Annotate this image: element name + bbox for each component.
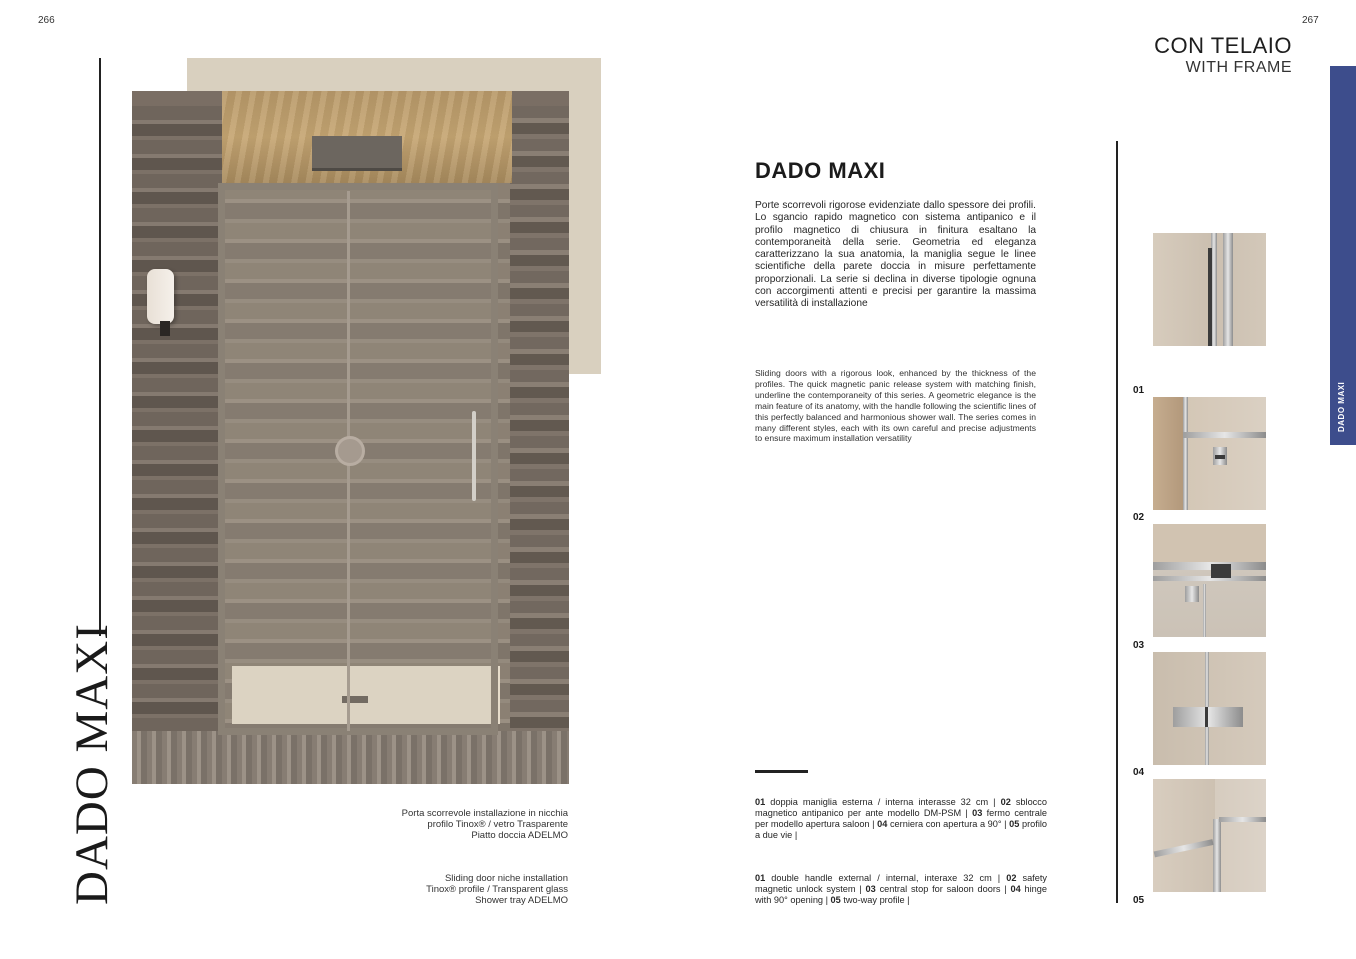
shower-photo <box>132 91 569 784</box>
thumbnail-number: 03 <box>1133 640 1145 651</box>
detail-text: safety magnetic unlock system | <box>755 873 1047 894</box>
details-rule <box>755 770 808 773</box>
thumbnail-number: 01 <box>1133 385 1145 396</box>
thumb-profile-top <box>1219 817 1266 822</box>
description-en: Sliding doors with a rigorous look, enhanced by the thickness of the profiles. The quick magnetic panic release system with matching finish, underline the contemporaneity of this series. A geometric elegance is the main feature of its anatomy, with the handle following the scientific lines of this perfectly balanced and harmonious shower wall. The series comes in many different styles, each with its own careful and precise adjustments to ensure maximum installation versatility <box>755 368 1036 444</box>
caption-en-line: Shower tray ADELMO <box>475 895 568 906</box>
thumb-hinge <box>1173 707 1243 727</box>
vertical-product-title: DADO MAXI <box>66 623 118 905</box>
stone-floor <box>132 731 569 784</box>
thumb-glass-edge <box>1203 584 1206 637</box>
stone-wall-right <box>510 106 569 746</box>
detail-text: doppia maniglia esterna / interna interasse 32 cm | <box>765 797 1001 807</box>
thumb-frame <box>1223 233 1233 346</box>
thumbnail-number: 05 <box>1133 895 1145 906</box>
photo-caption-en <box>426 873 568 906</box>
caption-en-line: Tinox® profile / Transparent glass <box>426 884 568 895</box>
detail-number: 04 <box>877 819 888 829</box>
thumbnail-central-stop <box>1153 524 1266 637</box>
thumbnail-magnetic-unlock <box>1153 397 1266 510</box>
wall-lamp-base <box>160 321 170 336</box>
detail-text: fermo centrale per modello apertura saloon | <box>755 808 1048 829</box>
thumb-magnet <box>1215 455 1225 459</box>
detail-text: hinge with 90° opening | <box>755 884 1047 905</box>
product-title: DADO MAXI <box>755 158 886 183</box>
detail-number: 03 <box>972 808 983 818</box>
wall-lamp <box>147 269 174 324</box>
thumbnail-two-way-profile <box>1153 779 1266 892</box>
detail-number: 05 <box>830 895 841 905</box>
door-handle <box>472 411 476 501</box>
thumb-rail-lower <box>1153 576 1266 581</box>
page-number-left: 266 <box>38 15 55 26</box>
detail-number: 03 <box>865 884 876 894</box>
details-it <box>755 797 1047 841</box>
detail-text: double handle external / internal, interaxe 32 cm | <box>765 873 1007 883</box>
caption-en-line: Sliding door niche installation <box>444 873 568 884</box>
detail-number: 01 <box>755 873 766 883</box>
detail-number: 02 <box>1000 797 1011 807</box>
thumbnail-number: 02 <box>1133 512 1145 523</box>
description-it: Porte scorrevoli rigorose evidenziate dallo spessore dei profili. Lo sgancio rapido magnetico con sistema antipanico e il profilo magnetico di chiusura in finitura esaltano la contemporaneità della serie. Geometria ed eleganza caratterizzano la sua anatomia, la maniglia segue le linee scientifiche della parete doccia in misure perfettamente proporzionali. La serie si declina in diverse tipologie ognuna con accorgimenti attenti e precisi per garantire la massima versatilità di installazione <box>755 200 1036 310</box>
shower-valve <box>335 436 365 466</box>
side-tab-label: DADO MAXI <box>1337 381 1346 432</box>
thumb-handle <box>1208 248 1212 346</box>
details-en <box>755 873 1047 906</box>
vertical-rule-left <box>99 58 101 636</box>
thumb-profile <box>1183 397 1188 510</box>
thumb-hinge-joint <box>1205 707 1208 727</box>
thumb-rail <box>1183 432 1266 438</box>
detail-text: profilo a due vie | <box>755 819 1048 840</box>
detail-number: 04 <box>1010 884 1021 894</box>
page-number-right: 267 <box>1302 15 1319 26</box>
thumb-rail <box>1153 562 1266 570</box>
thumbnail-double-handle <box>1153 233 1266 346</box>
thumbnail-hinge <box>1153 652 1266 765</box>
photo-caption-it <box>402 808 568 841</box>
thumb-profile <box>1213 819 1221 892</box>
section-header-sub: WITH FRAME <box>1185 59 1292 76</box>
detail-text: central stop for saloon doors | <box>875 884 1011 894</box>
section-header <box>1154 33 1292 77</box>
thumbnail-number: 04 <box>1133 767 1145 778</box>
thumb-stop <box>1211 564 1231 578</box>
caption-it-line: profilo Tinox® / vetro Trasparente <box>427 819 568 830</box>
stone-wall-left <box>132 106 222 746</box>
detail-text: sblocco magnetico antipanico per ante modello DM-PSM | <box>755 797 1047 818</box>
rain-shower-head <box>312 136 402 171</box>
thumb-profile-arm <box>1154 839 1214 857</box>
thumb-bracket <box>1185 586 1199 602</box>
detail-number: 02 <box>1006 873 1017 883</box>
detail-text: cerniera con apertura a 90° | <box>887 819 1010 829</box>
vertical-rule-right <box>1116 141 1118 903</box>
section-header-main: CON TELAIO <box>1154 33 1292 58</box>
detail-text: two-way profile | <box>840 895 910 905</box>
caption-it-line: Porta scorrevole installazione in nicchia <box>401 808 568 819</box>
detail-number: 01 <box>755 797 766 807</box>
caption-it-line: Piatto doccia ADELMO <box>471 830 568 841</box>
detail-number: 05 <box>1009 819 1020 829</box>
